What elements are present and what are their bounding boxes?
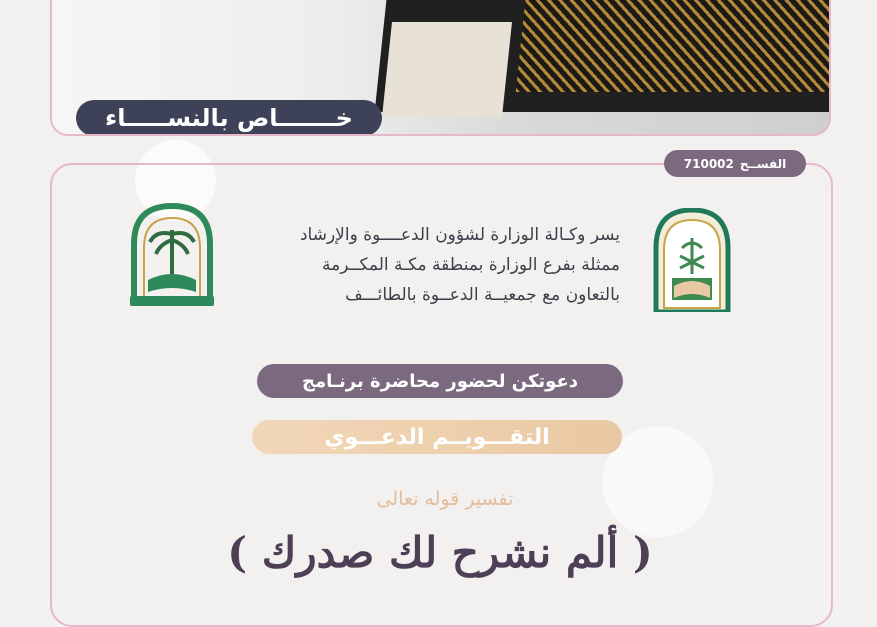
invitation-banner <box>257 364 623 398</box>
women-only-badge <box>76 100 382 136</box>
dawah-association-emblem-icon <box>126 200 218 312</box>
verse-title: ( ألم نشرح لك صدرك ) <box>227 528 653 577</box>
intro-line-1: يسر وكـالة الوزارة لشؤون الدعــــوة والإرشاد <box>299 225 620 245</box>
permit-number: 710002 <box>683 156 734 171</box>
book-pages-image <box>382 22 512 117</box>
intro-line-3: بالتعاون مع جمعيــة الدعــوة بالطائـــف <box>345 285 620 305</box>
intro-line-2: ممثلة بفرع الوزارة بمنطقة مكـة المكــرمة <box>321 255 620 275</box>
program-name: التقـــويــم الدعـــوي <box>324 424 550 450</box>
header-banner <box>50 0 831 136</box>
program-name-banner <box>252 420 622 454</box>
ministry-emblem-icon <box>652 208 732 312</box>
permit-label: الفســح <box>739 156 787 171</box>
book-cover-ornament <box>516 0 831 92</box>
intro-text <box>250 220 620 310</box>
invitation-text: دعوتكن لحضور محاضرة برنـامج <box>302 370 578 392</box>
topic-subtitle: تفسير قوله تعالى <box>376 488 514 510</box>
women-only-label: خـــــــاص بالنســـــاء <box>105 104 353 132</box>
permit-badge <box>664 150 806 177</box>
